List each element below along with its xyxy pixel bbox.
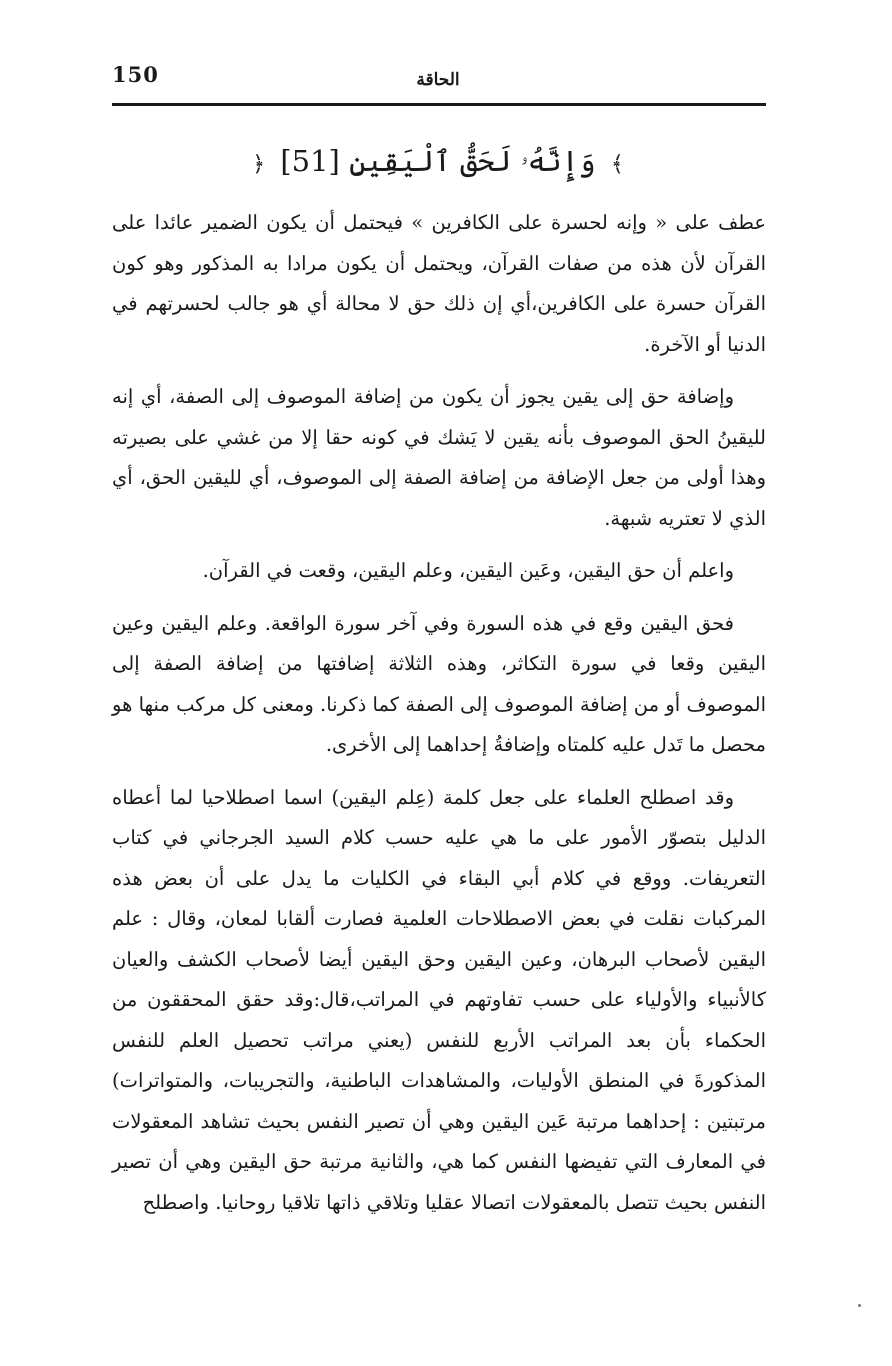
verse-open-ornament: ﴾ [610, 152, 624, 177]
paragraph-5: وقد اصطلح العلماء على جعل كلمة (عِلم اليقين) اسما اصطلاحيا لما أعطاه الدليل بتصوّر الأمور على ما هي عليه حسب كلام السيد الجرجاني في كتاب التعريفات. ووقع في كلام أبي البقاء في الكليات ما يدل على أن بعض هذه المركبات نقلت في بعض الاصطلاحات العلمية فصارت ألقابا لمعان، وقال : علم اليقين لأصحاب البرهان، وعين اليقين وحق اليقين أيضا لأصحاب الكشف والعيان كالأنبياء والأولياء على حسب تفاوتهم في المراتب،قال:وقد حقق المحققون من الحكماء بأن بعد المراتب الأربع للنفس (يعني مراتب تحصيل العلم للنفس المذكورةَ في المنطق الأوليات، والمشاهدات الباطنية، والتجريبات، والمتواترات) مرتبتين : إحداهما مرتبة عَين اليقين وهي أن تصير النفس بحيث تشاهد المعقولات في المعارف التي تفيضها النفس كما هي، والثانية مرتبة حق اليقين وهي أن تصير النفس بحيث تتصل بالمعقولات اتصالا عقليا وتلاقي ذاتها تلاقيا روحانيا. واصطلح [112, 785, 766, 1214]
paragraph-3: واعلم أن حق اليقين، وعَين اليقين، وعلم اليقين، وقعت في القرآن. [202, 559, 734, 582]
verse-text: وَإِنَّهُۥ لَحَقُّ ٱلْيَقِينِ [51] [280, 144, 596, 178]
running-title: الحاقة [416, 70, 460, 90]
paragraph-4: فحق اليقين وقع في هذه السورة وفي آخر سورة الواقعة. وعلم اليقين وعين اليقين وقعا في سورة التكاثر، وهذه الثلاثة إضافتها من إضافة الصفة إلى الموصوف أو من إضافة الموصوف إلى الصفة كما ذكرنا. ومعنى كل مركب منها هو محصل ما تَدل عليه كلمتاه وإضافةُ إحداهما إلى الأخرى. [112, 611, 766, 756]
page-header [112, 58, 764, 98]
scan-speck [858, 1304, 861, 1307]
header-divider [112, 103, 766, 106]
page-number: 150 [112, 62, 159, 87]
quran-verse [112, 136, 764, 190]
paragraph-1: عطف على « وإنه لحسرة على الكافرين » فيحتمل أن يكون الضمير عائدا على القرآن لأن هذه من صفات القرآن، ويحتمل أن يكون مرادا به المذكور وهو كون القرآن حسرة على الكافرين،أي إن ذلك حق لا محالة أي هو جالب لحسرتهم في الدنيا أو الآخرة. [112, 211, 766, 356]
commentary-body [112, 203, 766, 1235]
paragraph-2: وإضافة حق إلى يقين يجوز أن يكون من إضافة الموصوف إلى الصفة، أي إنه لليقينُ الحق الموصوف بأنه يقين لا يَشك في كونه حقا إلا من غشي على بصيرته وهذا أولى من جعل الإضافة من إضافة الصفة إلى الموصوف، أي لليقين الحق، أي الذي لا تعتريه شبهة. [112, 385, 766, 530]
verse-close-ornament: ﴿ [252, 152, 266, 177]
